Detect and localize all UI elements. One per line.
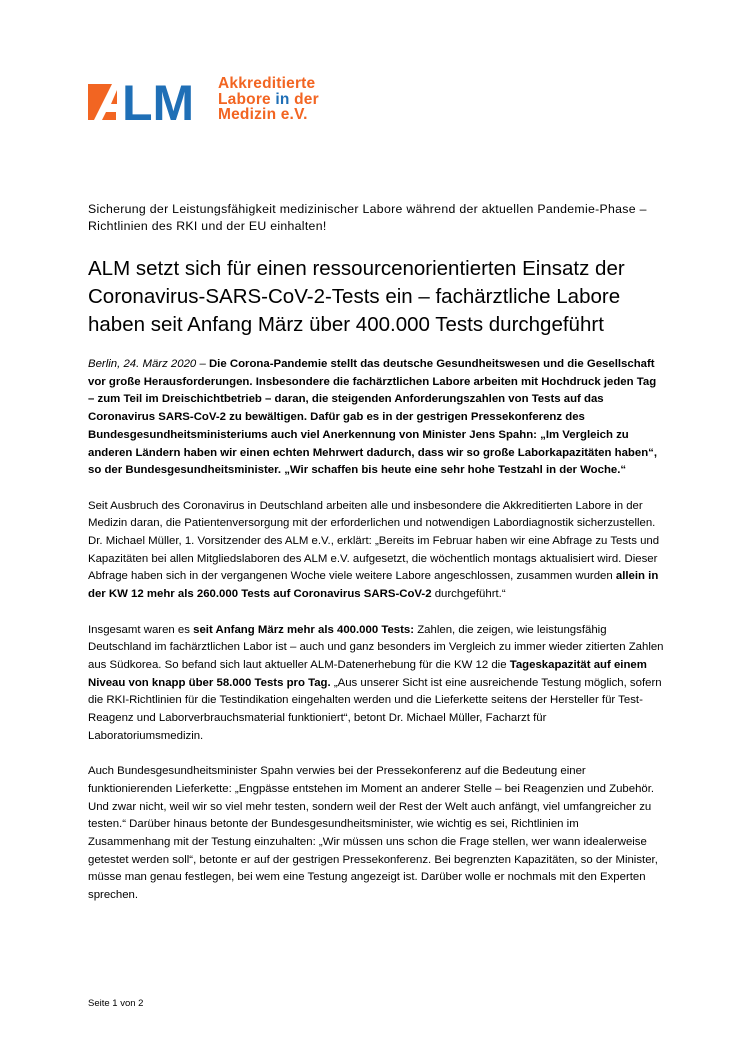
- p3-bold-1: seit Anfang März mehr als 400.000 Tests:: [193, 623, 415, 636]
- article-body: [88, 356, 664, 922]
- logo-wordmark: [218, 76, 319, 123]
- headline-line-2: Coronavirus-SARS-CoV-2-Tests ein – fachärztliche Labore: [88, 285, 621, 308]
- p4-text: Auch Bundesgesundheitsminister Spahn verwies bei der Pressekonferenz auf die Bedeutung einer funktionierenden Lieferkette: „Engpässe entstehen im Moment an anderer Stelle – bei Reagenzien und Zubehör. Und zwar nicht, weil wir so viel mehr testen, sondern weil der Rest der Welt auch anfängt, viel umfangreicher zu testen.“ Darüber hinaus betonte der Bundesgesundheitsminister, wie wichtig es sei, Richtlinien im Zusammenhang mit der Testung einzuhalten: „Wir müssen uns schon die Frage stellen, wer wann idealerweise getestet werden soll“, betonte er auf der gestrigen Pressekonferenz. Bei begrenzten Kapazitäten, so der Minister, müsse man genau festlegen, bei wem eine Testung angezeigt ist. Darüber wolle er nochmals mit den Experten sprechen.: [88, 765, 658, 902]
- lead-bold-text: Die Corona-Pandemie stellt das deutsche Gesundheitswesen und die Gesellschaft vor große Herausforderungen. Insbesondere die fachärztlichen Labore arbeiten mit Hochdruck jeden Tag – zum Teil im Dreischichtbetrieb – daran, die steigenden Anforderungszahlen von Tests auf das Coronavirus SARS-CoV-2 zu bewältigen. Dafür gab es in der gestrigen Pressekonferenz des Bundesgesundheitsministeriums auch viel Anerkennung von Minister Jens Spahn: „Im Vergleich zu anderen Ländern haben wir einen echten Mehrwert dadurch, dass wir so große Laborkapazitäten haben“, so der Bundesgesundheitsminister. „Wir schaffen bis heute eine sehr hohe Testzahl in der Woche.“: [88, 358, 658, 477]
- logo-line-2a: Labore: [218, 90, 276, 108]
- logo-line-1: Akkreditierte: [218, 75, 316, 92]
- paragraph-lead: [88, 356, 664, 480]
- paragraph-2: [88, 498, 664, 604]
- headline-line-1: ALM setzt sich für einen ressourcenorientierten Einsatz der: [88, 257, 625, 280]
- p2-text-1: Seit Ausbruch des Coronavirus in Deutschland arbeiten alle und insbesondere die Akkreditierten Labore in der Medizin daran, die Patientenversorgung mit der erforderlichen und notwendigen Labordiagnostik sicherzustellen. Dr. Michael Müller, 1. Vorsitzender des ALM e.V., erklärt: „Bereits im Februar haben wir eine Abfrage zu Tests und Kapazitäten bei allen Mitgliedslaboren des ALM e.V. aufgesetzt, die wöchentlich montags aktualisiert wird. Dieser Abfrage haben sich in der vergangenen Woche viele weitere Labore angeschlossen, zusammen wurden: [88, 499, 660, 583]
- p2-bold-1: allein in der KW 12 mehr als 260.000 Tests auf Coronavirus SARS-CoV-2: [88, 570, 659, 601]
- logo-lm-letters: LM: [122, 75, 195, 131]
- p3-text-1: Insgesamt waren es: [88, 623, 194, 636]
- alm-logo-mark: [88, 72, 216, 132]
- page-number: Seite 1 von 2: [88, 998, 144, 1009]
- p3-bold-2: Tageskapazität auf einem Niveau von knapp über 58.000 Tests pro Tag.: [88, 658, 647, 689]
- subheadline: Sicherung der Leistungsfähigkeit medizinischer Labore während der aktuellen Pandemie-Phase – Richtlinien des RKI und der EU einhalten!: [88, 202, 647, 233]
- p3-text-2: Zahlen, die zeigen, wie leistungsfähig Deutschland im fachärztlichen Labor ist – auch und ganz besonders im Vergleich zu immer wieder zitierten Zahlen aus Südkorea. So befand sich laut aktueller ALM-Datenerhebung für die KW 12 die: [88, 623, 664, 671]
- headline: [88, 255, 688, 339]
- dateline-separator: –: [196, 358, 209, 370]
- p2-text-2: durchgeführt.“: [431, 588, 506, 601]
- alm-logo: [88, 72, 358, 132]
- paragraph-4: [88, 763, 664, 905]
- paragraph-3: [88, 622, 664, 746]
- logo-line-2b: in: [275, 90, 290, 108]
- logo-line-2: [218, 92, 319, 108]
- logo-line-3: Medizin e.V.: [218, 106, 308, 123]
- p3-text-3: „Aus unserer Sicht ist eine ausreichende Testung möglich, sofern die RKI-Richtlinien für die Testindikation eingehalten werden und die Lieferkette seitens der Hersteller für Test-Reagenz und Laborverbrauchsmaterial funktioniert“, betont Dr. Michael Müller, Facharzt für Laboratoriumsmedizin.: [88, 676, 662, 742]
- headline-line-3: haben seit Anfang März über 400.000 Tests durchgeführt: [88, 313, 604, 336]
- logo-line-2c: der: [289, 90, 319, 108]
- dateline: Berlin, 24. März 2020: [88, 358, 197, 370]
